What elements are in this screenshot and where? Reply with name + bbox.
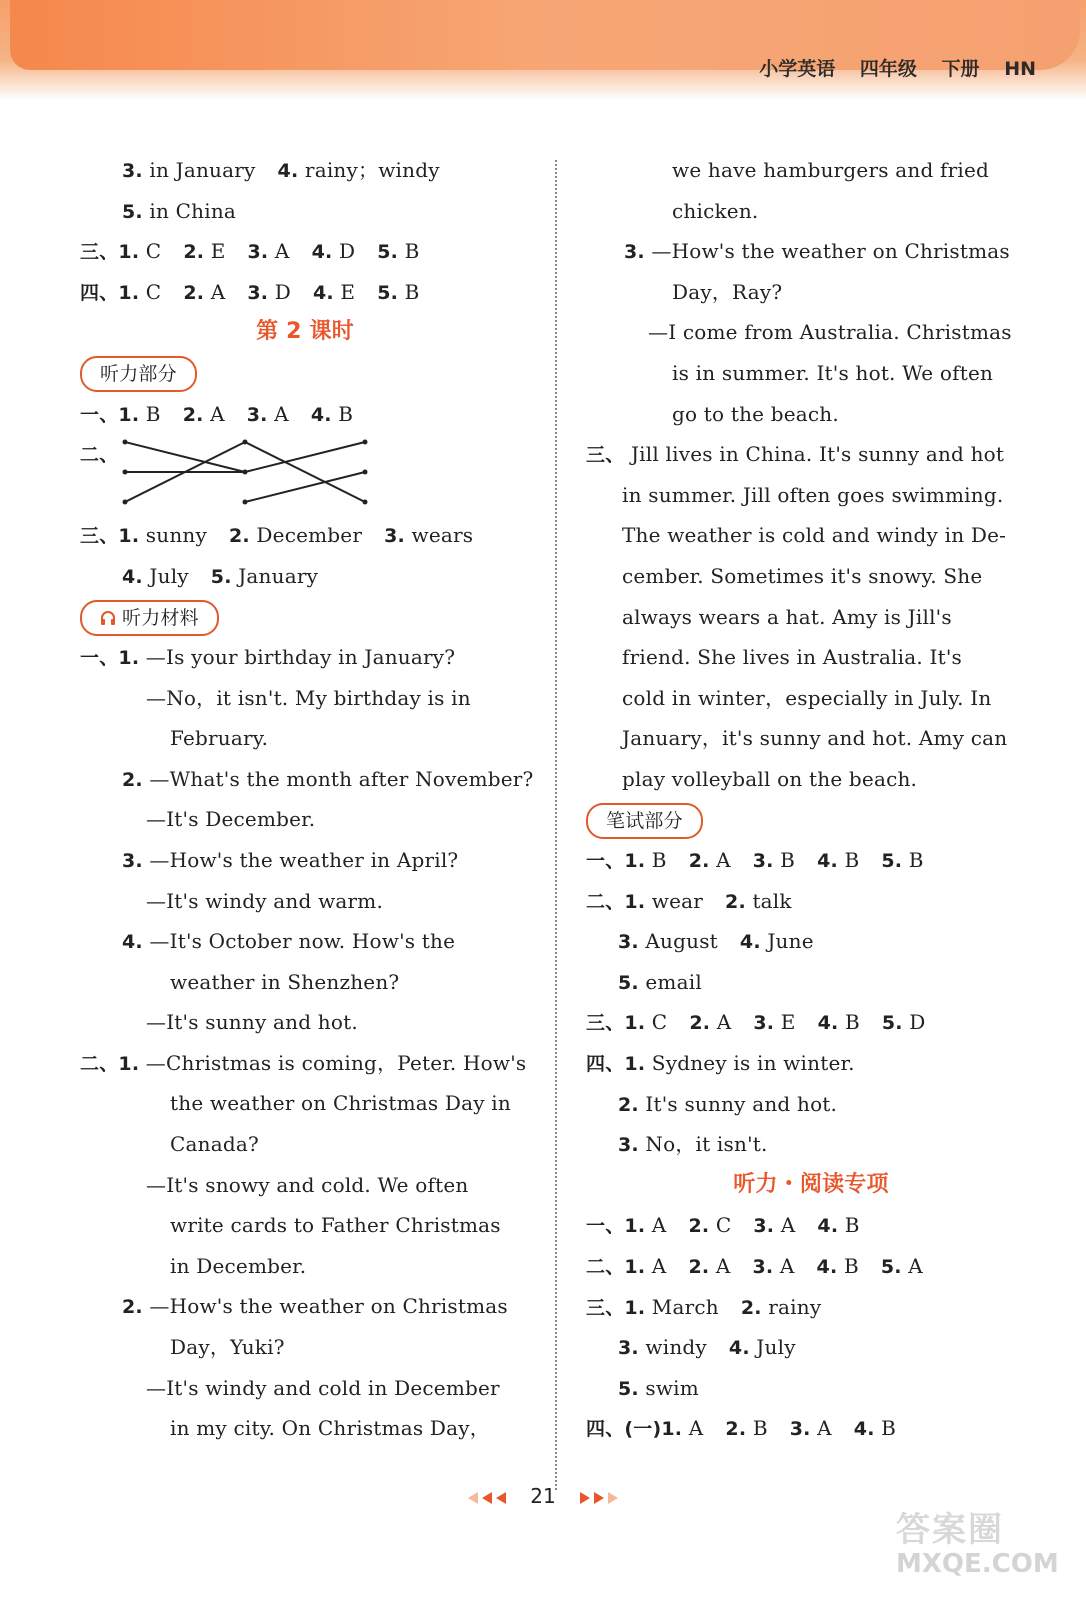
answer-line [80, 556, 530, 597]
answer-text: The weather is cold and windy in De- [622, 523, 1007, 548]
item-number: 5. [377, 241, 399, 264]
item-number: 2. [122, 768, 143, 791]
answer-line [586, 637, 1036, 678]
answer-text: we have hamburgers and fried [672, 158, 990, 182]
answer-text: in China [142, 198, 237, 223]
item-number: 2. [740, 1296, 762, 1319]
answer-text: C [709, 1213, 732, 1238]
section-tag-row [80, 596, 530, 637]
item-number: 3. [618, 931, 639, 954]
answer-text: —Is your birthday in January? [139, 644, 456, 669]
item-number: 3. [752, 1256, 774, 1279]
item-number: 2. [688, 1215, 710, 1238]
answer-text: in December. [170, 1253, 307, 1278]
matching-answer [80, 434, 530, 515]
answer-text: in January [142, 158, 256, 182]
item-number: 4. [311, 241, 333, 264]
answer-text: E [204, 239, 226, 264]
answer-text: B [874, 1416, 897, 1441]
answer-text: B [837, 848, 860, 873]
question-number: 二、 [586, 1256, 625, 1279]
answer-text: B [838, 1010, 860, 1035]
item-number: 5. [377, 281, 399, 304]
item-number: 2. [182, 403, 204, 426]
item-number: 3. [618, 1337, 639, 1360]
answer-line [586, 231, 1036, 272]
answer-text: D [268, 279, 291, 304]
match-line [125, 442, 245, 472]
column-divider [555, 160, 557, 1490]
answer-text: Day，Yuki? [170, 1335, 285, 1360]
header-bar [0, 0, 1086, 100]
answer-line [80, 1043, 530, 1084]
item-number: 3. [624, 241, 645, 264]
answer-text: always wears a hat. Amy is Jill's [622, 604, 952, 629]
answer-text: the weather on Christmas Day in [170, 1091, 511, 1116]
answer-text: —How's the weather on Christmas [142, 1294, 508, 1319]
header-grade: 四年级 [859, 58, 917, 80]
answer-line [586, 353, 1036, 394]
answer-line [586, 881, 1036, 922]
item-number: 3. [753, 1215, 775, 1238]
match-line [245, 442, 365, 472]
answer-line [80, 637, 530, 678]
answer-text: cold in winter，especially in July. In [622, 685, 992, 710]
item-number: 4. [122, 565, 143, 588]
item-number: 4. [817, 1215, 839, 1238]
question-number: 三、 [80, 241, 119, 264]
answer-line [80, 962, 530, 1003]
answer-text: wear [645, 888, 704, 913]
item-number: 3. [246, 403, 268, 426]
answer-text: —It's windy and warm. [146, 888, 384, 913]
answer-line [80, 394, 530, 435]
answer-line [586, 1368, 1036, 1409]
match-line [245, 472, 365, 502]
answer-text: E [333, 279, 356, 304]
answer-text: rainy；windy [298, 158, 440, 182]
headphone-icon [100, 610, 116, 626]
answer-line [80, 881, 530, 922]
item-number: 1. [624, 1053, 646, 1076]
answer-text: A [810, 1416, 832, 1441]
answer-text: A [204, 279, 226, 304]
question-number: 四、 [80, 281, 119, 304]
item-number: 1. [118, 525, 140, 548]
item-number: 2. [688, 850, 710, 873]
item-number: 5. [881, 1012, 903, 1035]
answer-text: is in summer. It's hot. We often [672, 360, 994, 385]
answer-line [586, 962, 1036, 1003]
answer-line [586, 394, 1036, 435]
next-arrow-icon [608, 1492, 618, 1504]
item-number: 4. [310, 403, 332, 426]
item-number: 4. [817, 850, 838, 873]
answer-text: C [139, 279, 162, 304]
item-number: 1. [624, 1296, 646, 1319]
next-arrow-icon [594, 1492, 604, 1504]
match-dot [363, 470, 368, 475]
answer-text: B [398, 279, 420, 304]
question-number: 四、 [586, 1418, 625, 1441]
answer-text: B [773, 848, 796, 873]
matching-lines [120, 434, 380, 515]
item-number: 3. [247, 281, 269, 304]
answer-text: go to the beach. [672, 401, 839, 426]
answer-text: wears [404, 523, 474, 548]
item-number: 2. [618, 1093, 639, 1116]
item-number: 3. [618, 1134, 639, 1157]
answer-text: Sydney is in winter. [645, 1051, 855, 1076]
question-number: 一、 [586, 850, 625, 873]
answer-text: sunny [139, 523, 208, 548]
item-number: 2. [688, 1256, 710, 1279]
item-number: 5. [618, 1377, 639, 1400]
answer-line [80, 840, 530, 881]
answer-line [80, 1165, 530, 1206]
answer-text: —What's the month after November? [142, 766, 534, 791]
match-dot [123, 440, 128, 445]
answer-line [80, 1124, 530, 1165]
answer-text: A [774, 1213, 796, 1238]
answer-text: A [901, 1254, 923, 1279]
item-number: 2. [183, 281, 205, 304]
question-number: 三、 [586, 444, 625, 467]
item-number: 2. [122, 1296, 143, 1319]
item-number: 3. [384, 525, 405, 548]
item-number: 3. [752, 850, 774, 873]
question-number: 三、 [586, 1012, 625, 1035]
answer-line [80, 1246, 530, 1287]
header-volume: 下册 [941, 58, 980, 80]
answer-line [586, 150, 1036, 191]
answer-line [80, 1083, 530, 1124]
answer-text: —It's October now. How's the [142, 929, 456, 954]
item-number: 4. [313, 281, 334, 304]
question-number: 二、 [586, 890, 625, 913]
answer-line [586, 1002, 1036, 1043]
question-number: 一、 [586, 1215, 625, 1238]
answer-text: B [331, 401, 354, 426]
section-tag-label: 笔试部分 [606, 810, 683, 832]
match-dot [363, 500, 368, 505]
answer-line [586, 1043, 1036, 1084]
match-dot [123, 470, 128, 475]
item-number: 1. [118, 403, 140, 426]
match-dot [243, 440, 248, 445]
right-column [586, 150, 1036, 1449]
answer-text: A [645, 1254, 667, 1279]
question-number: 一、 [80, 403, 119, 426]
answer-line [586, 1327, 1036, 1368]
question-number: 一、 [80, 646, 119, 669]
item-number: 2. [229, 525, 250, 548]
answer-text: E [774, 1010, 796, 1035]
answer-text: —I come from Australia. Christmas [648, 320, 1012, 345]
answer-line [586, 515, 1036, 556]
answer-line [80, 759, 534, 800]
answer-line [80, 799, 530, 840]
prev-arrow-icon [482, 1492, 492, 1504]
answer-text: A [773, 1254, 795, 1279]
answer-text: swim [638, 1375, 699, 1400]
item-number: 3. [753, 1012, 775, 1035]
item-number: 2. [183, 241, 205, 264]
item-number: (一)1. [624, 1418, 683, 1441]
prev-arrow-icon [496, 1492, 506, 1504]
section-tag-row [586, 800, 1036, 841]
answer-line [80, 1002, 530, 1043]
item-number: 5. [881, 850, 903, 873]
lesson-heading: 第 2 课时 [256, 319, 354, 345]
item-number: 4. [728, 1337, 750, 1360]
answer-text: B [902, 848, 924, 873]
answer-text: July [749, 1335, 796, 1360]
answer-text: A [709, 848, 731, 873]
item-number: 2. [725, 1418, 747, 1441]
answer-line [80, 231, 530, 272]
answer-text: B [398, 239, 420, 264]
header-subject: 小学英语 [759, 58, 836, 80]
answer-text: friend. She lives in Australia. It's [622, 645, 962, 670]
answer-line [586, 434, 1036, 475]
answer-text: C [139, 239, 162, 264]
answer-line [586, 191, 1036, 232]
watermark-bottom: MXQE.COM [896, 1549, 1059, 1579]
answer-text: A [710, 1010, 732, 1035]
answer-line [586, 312, 1036, 353]
item-number: 5. [880, 1256, 902, 1279]
question-number: 二、 [80, 444, 119, 467]
item-number: 1. [118, 281, 140, 304]
header-edition: HN [1004, 58, 1036, 80]
item-number: 2. [689, 1012, 711, 1035]
match-dot [363, 440, 368, 445]
question-number: 四、 [586, 1053, 625, 1076]
item-number: 3. [122, 160, 143, 182]
header-info [741, 54, 1036, 81]
item-number: 1. [624, 1215, 646, 1238]
answer-text: play volleyball on the beach. [622, 766, 918, 791]
left-column [80, 150, 534, 1449]
answer-text: August [638, 929, 718, 954]
answer-line [586, 597, 1036, 638]
question-number: 三、 [80, 525, 119, 548]
item-number: 4. [122, 931, 143, 954]
answer-line [586, 759, 1036, 800]
item-number: 3. [789, 1418, 811, 1441]
answer-line [586, 1287, 1036, 1328]
watermark-logo [896, 1510, 1059, 1580]
answer-text: B [838, 1213, 860, 1238]
item-number: 2. [725, 890, 746, 913]
answer-text: in my city. On Christmas Day， [170, 1416, 490, 1441]
page-number: 21 [530, 1484, 556, 1508]
answer-line [80, 1205, 530, 1246]
answer-line [586, 718, 1036, 759]
answer-line [80, 515, 530, 556]
item-number: 1. [118, 646, 140, 669]
answer-line [80, 921, 530, 962]
answer-text: weather in Shenzhen? [170, 969, 400, 994]
answer-text: A [268, 239, 290, 264]
section-tag [80, 356, 197, 392]
answer-line [586, 1124, 1036, 1165]
answer-text: Day，Ray? [672, 279, 783, 304]
item-number: 1. [624, 850, 646, 873]
answer-line [586, 1205, 1036, 1246]
item-number: 3. [247, 241, 269, 264]
answer-line [80, 1368, 530, 1409]
answer-text: Jill lives in China. It's sunny and hot [624, 442, 1005, 467]
answer-line [80, 718, 530, 759]
answer-text: —No，it isn't. My birthday is in [146, 685, 471, 710]
answer-text: windy [638, 1335, 707, 1360]
section-tag-label: 听力材料 [122, 606, 199, 629]
answer-line [586, 1246, 1036, 1287]
answer-text: D [902, 1010, 926, 1035]
answer-text: A [682, 1416, 704, 1441]
match-dot [243, 470, 248, 475]
answer-text: A [203, 401, 225, 426]
match-dot [123, 500, 128, 505]
answer-line [80, 191, 530, 232]
question-number: 三、 [586, 1296, 625, 1319]
answer-text: Canada? [170, 1132, 259, 1157]
answer-text: B [746, 1416, 768, 1441]
next-arrow-icon [580, 1492, 590, 1504]
prev-arrow-icon [468, 1492, 478, 1504]
item-number: 1. [118, 241, 140, 264]
answer-text: —It's December. [146, 807, 316, 832]
answer-text: cember. Sometimes it's snowy. She [622, 563, 983, 588]
item-number: 5. [210, 565, 232, 588]
answer-line [586, 678, 1036, 719]
answer-line [586, 1408, 1036, 1449]
answer-text: January，it's sunny and hot. Amy can [622, 726, 1008, 751]
answer-line [586, 272, 1036, 313]
answer-text: July [142, 563, 189, 588]
answer-text: —Christmas is coming，Peter. How's [139, 1050, 527, 1075]
answer-line [80, 678, 530, 719]
answer-line [80, 1408, 530, 1449]
section-tag-label: 听力部分 [100, 363, 177, 386]
answer-text: No，it isn't. [638, 1132, 768, 1157]
answer-text: —How's the weather on Christmas [644, 239, 1010, 264]
match-dot [243, 500, 248, 505]
answer-text: December [249, 523, 363, 548]
section-tag-row [80, 353, 530, 394]
answer-text: email [638, 969, 702, 994]
item-number: 1. [624, 890, 646, 913]
answer-text: —It's sunny and hot. [146, 1010, 358, 1035]
watermark-top: 答案圈 [896, 1510, 1004, 1550]
item-number: 1. [624, 1256, 646, 1279]
answer-line [586, 840, 1036, 881]
answer-text: C [645, 1010, 668, 1035]
answer-text: write cards to Father Christmas [170, 1213, 501, 1238]
answer-text: rainy [761, 1294, 822, 1319]
answer-text: March [645, 1294, 719, 1319]
answer-line [586, 556, 1036, 597]
answer-text: It's sunny and hot. [638, 1091, 838, 1116]
item-number: 4. [816, 1256, 838, 1279]
answer-text: B [645, 848, 667, 873]
item-number: 4. [817, 1012, 839, 1035]
match-line [245, 442, 365, 502]
answer-text: —How's the weather in April? [142, 847, 459, 872]
answer-text: talk [745, 888, 792, 913]
answer-text: in summer. Jill often goes swimming. [622, 482, 1004, 507]
item-number: 4. [739, 931, 761, 954]
item-number: 4. [853, 1418, 875, 1441]
answer-text: chicken. [672, 198, 759, 223]
item-number: 4. [277, 160, 299, 182]
item-number: 1. [118, 1052, 140, 1075]
section-tag [586, 803, 703, 839]
answer-text: A [645, 1213, 667, 1238]
answer-text: —It's windy and cold in December [146, 1375, 500, 1400]
answer-line [80, 1286, 530, 1327]
answer-text: B [837, 1254, 859, 1279]
answer-text: A [267, 401, 289, 426]
answer-line [586, 475, 1036, 516]
answer-line [586, 921, 1036, 962]
lesson-heading: 听力・阅读专项 [733, 1171, 889, 1197]
answer-line [586, 1084, 1036, 1125]
question-number: 二、 [80, 1052, 119, 1075]
section-tag [80, 600, 219, 636]
answer-text: B [139, 401, 161, 426]
answer-text: D [332, 239, 356, 264]
answer-text: January [231, 563, 319, 588]
item-number: 5. [618, 971, 639, 994]
answer-line [80, 1327, 530, 1368]
answer-line [80, 272, 530, 313]
answer-text: June [760, 929, 814, 954]
item-number: 3. [122, 849, 143, 872]
page-footer [0, 1484, 1086, 1508]
answer-line [80, 150, 530, 191]
answer-text: —It's snowy and cold. We often [146, 1172, 469, 1197]
item-number: 5. [122, 200, 143, 223]
item-number: 1. [624, 1012, 646, 1035]
answer-text: A [709, 1254, 731, 1279]
answer-text: February. [170, 726, 269, 751]
